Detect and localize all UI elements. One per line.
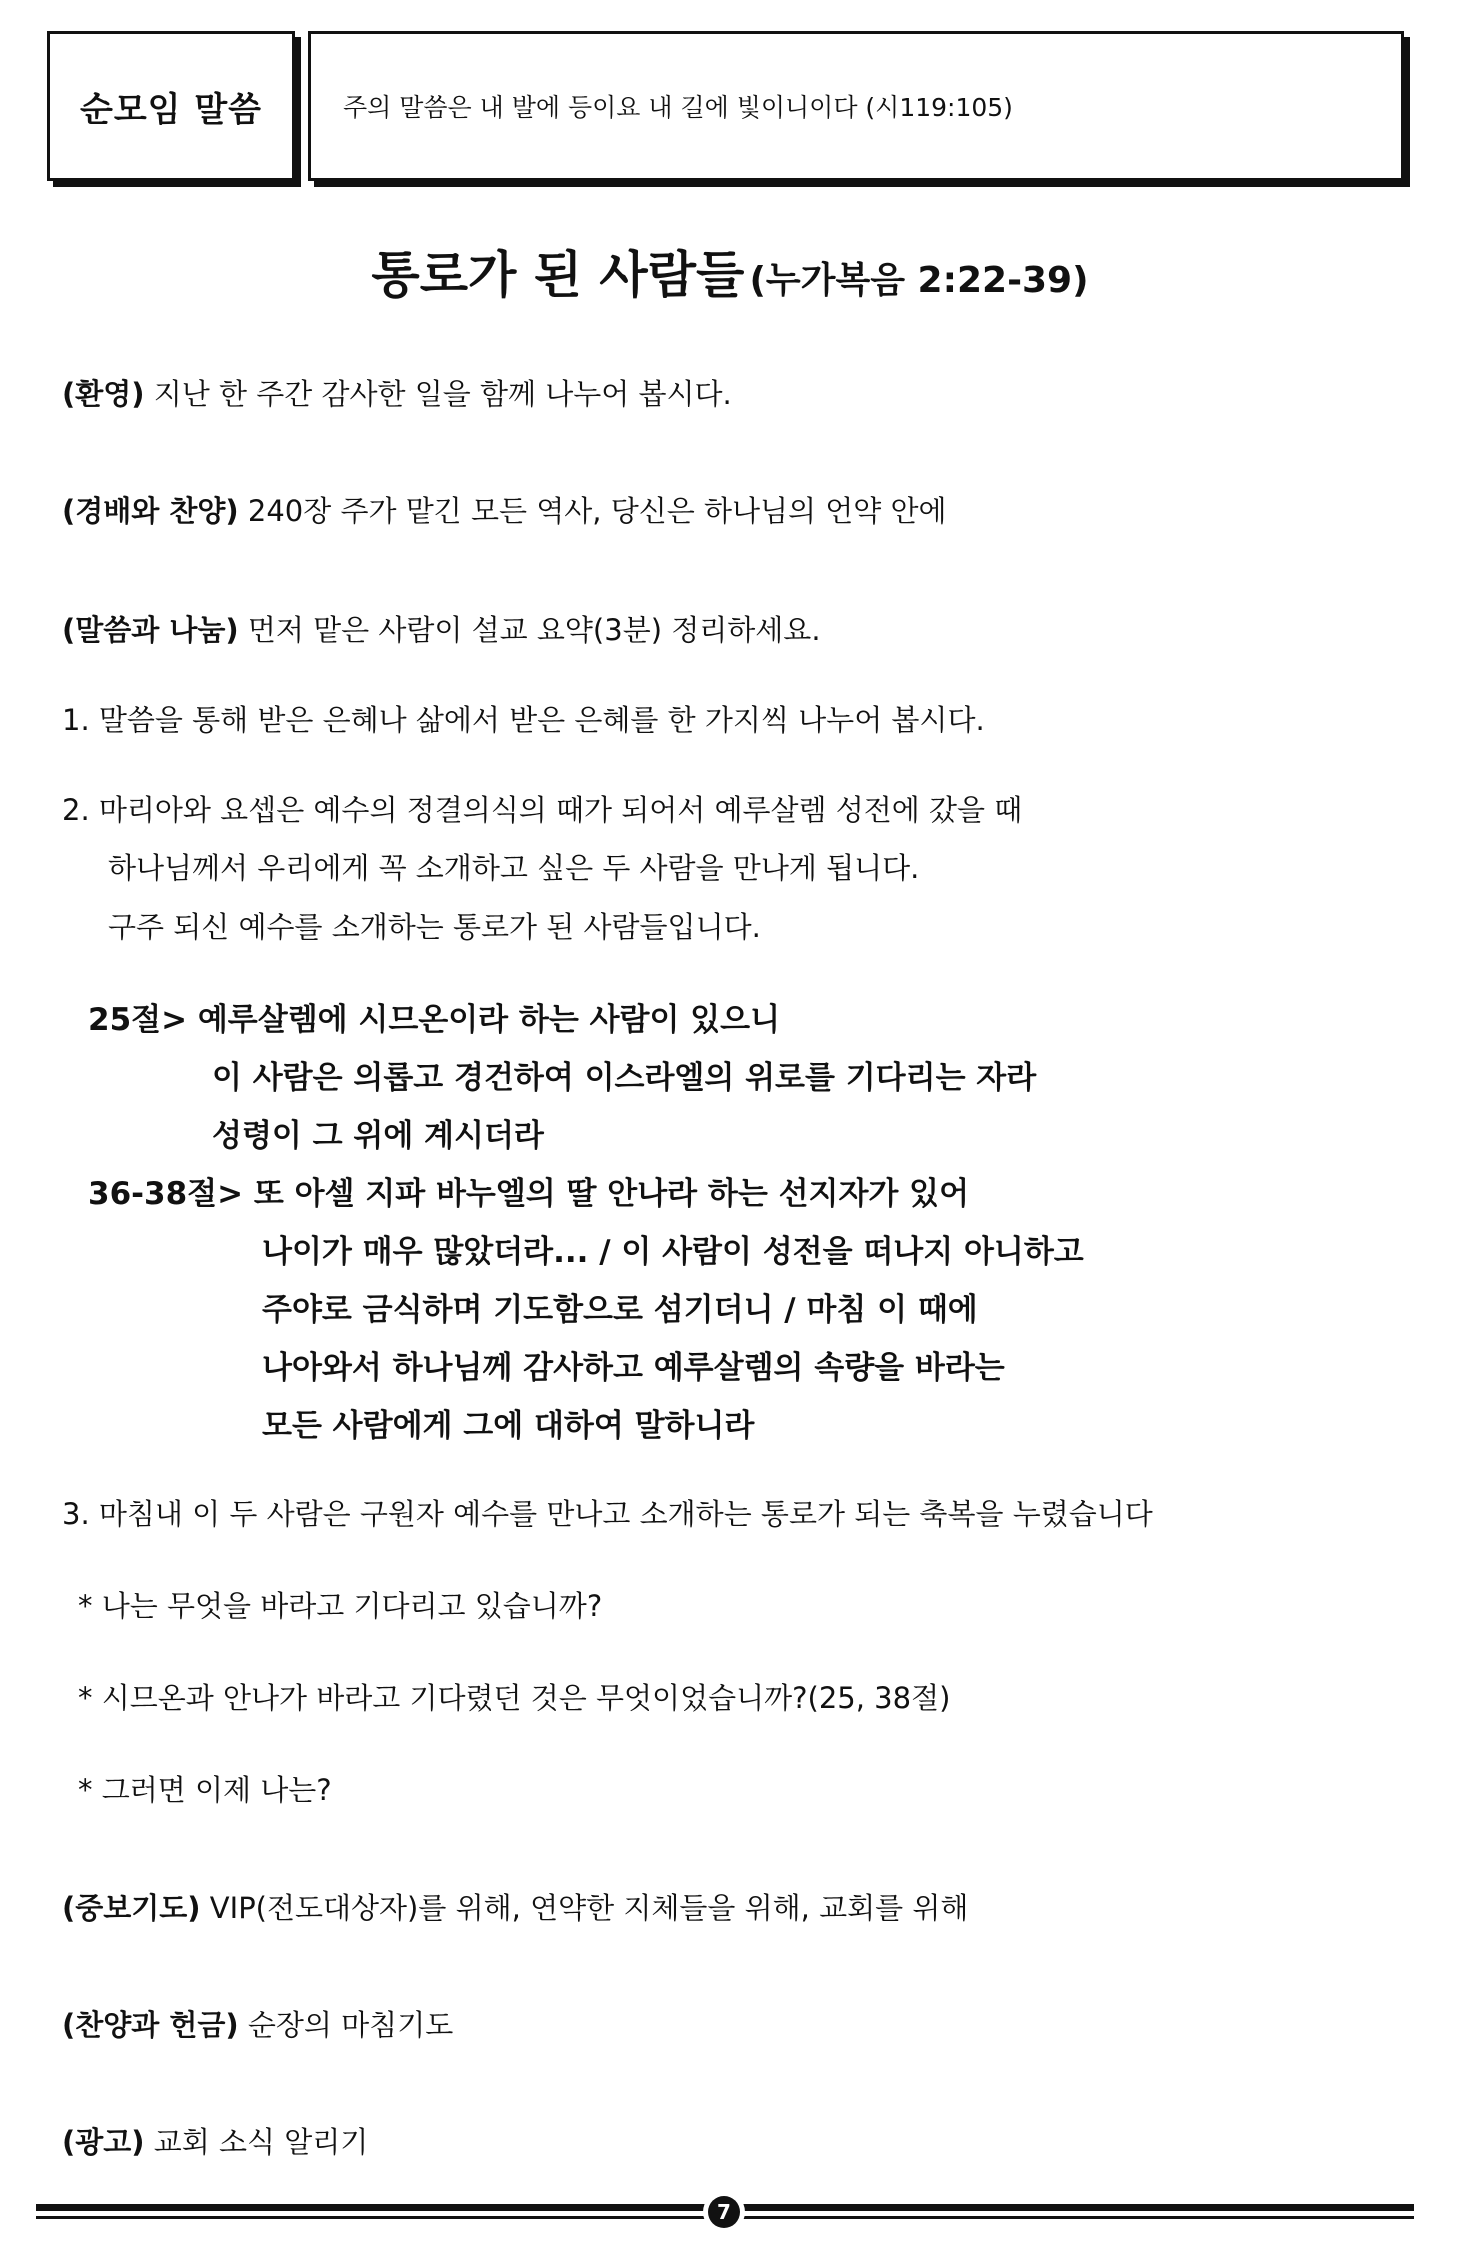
question-3: 3. 마침내 이 두 사람은 구원자 예수를 만나고 소개하는 통로가 되는 축복을 누렸습니다	[62, 1497, 1153, 1531]
worship-line	[62, 489, 947, 530]
header-label: 순모임 말씀	[79, 89, 263, 130]
welcome-line	[62, 372, 732, 413]
scripture-line: 주야로 금식하며 기도함으로 섬기더니 / 마침 이 때에	[262, 1292, 978, 1328]
title-reference: (누가복음 2:22-39)	[749, 260, 1089, 301]
header-label-box	[47, 31, 295, 181]
title-main: 통로가 된 사람들	[371, 246, 745, 304]
sub-question: * 나는 무엇을 바라고 기다리고 있습니까?	[78, 1589, 603, 1623]
question-2-line-3: 구주 되신 예수를 소개하는 통로가 된 사람들입니다.	[108, 910, 761, 944]
scripture-line: 모든 사람에게 그에 대하여 말하니라	[262, 1408, 755, 1444]
question-2-line-2: 하나님께서 우리에게 꼭 소개하고 싶은 두 사람을 만나게 됩니다.	[108, 851, 920, 885]
footer-rule	[36, 2200, 1414, 2230]
sub-question: * 그러면 이제 나는?	[78, 1773, 332, 1807]
worship-text: 240장 주가 맡긴 모든 역사, 당신은 하나님의 언약 안에	[238, 494, 947, 528]
sharing-line	[62, 608, 821, 649]
scripture-line: 36-38절> 또 아셀 지파 바누엘의 딸 안나라 하는 선지자가 있어	[88, 1176, 970, 1212]
welcome-tag: (환영)	[62, 377, 145, 411]
sub-question: * 시므온과 안나가 바라고 기다렸던 것은 무엇이었습니까?(25, 38절)	[78, 1681, 951, 1715]
intercession-line	[62, 1886, 968, 1927]
offering-tag: (찬양과 헌금)	[62, 2008, 239, 2042]
question-2-line-1: 2. 마리아와 요셉은 예수의 정결의식의 때가 되어서 예루살렘 성전에 갔을 때	[62, 793, 1023, 827]
scripture-line: 이 사람은 의롭고 경건하여 이스라엘의 위로를 기다리는 자라	[212, 1060, 1037, 1096]
page-number: 7	[708, 2196, 740, 2228]
page-title	[0, 235, 1460, 307]
welcome-text: 지난 한 주간 감사한 일을 함께 나누어 봅시다.	[144, 377, 732, 411]
sharing-tag: (말씀과 나눔)	[62, 613, 239, 647]
offering-line	[62, 2003, 453, 2044]
notice-text: 교회 소식 알리기	[144, 2125, 369, 2159]
header-verse: 주의 말씀은 내 발에 등이요 내 길에 빛이니이다 (시119:105)	[343, 93, 1013, 122]
notice-line	[62, 2120, 368, 2161]
scripture-line: 성령이 그 위에 계시더라	[212, 1118, 544, 1154]
intercession-text: VIP(전도대상자)를 위해, 연약한 지체들을 위해, 교회를 위해	[200, 1891, 969, 1925]
worship-tag: (경배와 찬양)	[62, 494, 239, 528]
question-1: 1. 말씀을 통해 받은 은혜나 삶에서 받은 은혜를 한 가지씩 나누어 봅시다.	[62, 703, 985, 737]
scripture-line: 나아와서 하나님께 감사하고 예루살렘의 속량을 바라는	[262, 1350, 1005, 1386]
intercession-tag: (중보기도)	[62, 1891, 201, 1925]
sharing-text: 먼저 맡은 사람이 설교 요약(3분) 정리하세요.	[238, 613, 821, 647]
offering-text: 순장의 마침기도	[238, 2008, 454, 2042]
scripture-line: 25절> 예루살렘에 시므온이라 하는 사람이 있으니	[88, 1002, 781, 1038]
notice-tag: (광고)	[62, 2125, 145, 2159]
header-verse-box	[308, 31, 1404, 181]
scripture-line: 나이가 매우 많았더라... / 이 사람이 성전을 떠나지 아니하고	[262, 1234, 1084, 1270]
